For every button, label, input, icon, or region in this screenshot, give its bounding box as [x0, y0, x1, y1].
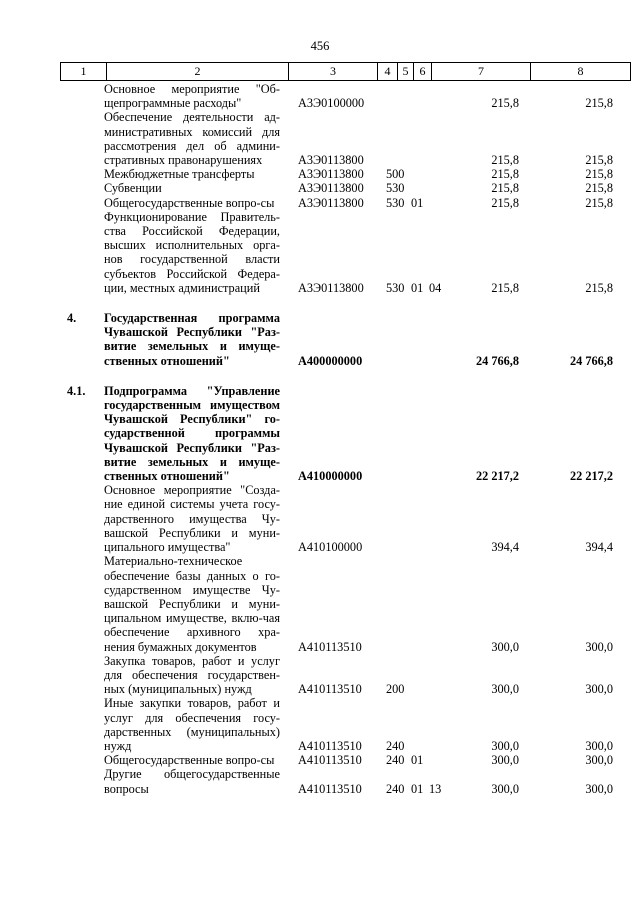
row-code: А3Э0113800 [298, 280, 364, 295]
row-rz: 01 [411, 753, 424, 768]
header-col-7: 7 [432, 63, 531, 80]
row-vr: 530 [386, 195, 405, 210]
row-code: А400000000 [298, 353, 363, 368]
row-code: А3Э0113800 [298, 153, 364, 168]
table-row [0, 196, 640, 210]
row-name: Подпрограмма "Управление государственным имуществом Чувашской Республики" го-сударственной программы Чувашской Республики "Раз-витие земельных и имуще-ственных отношений" [104, 383, 280, 484]
header-col-6: 6 [414, 63, 432, 80]
table-row [0, 483, 640, 554]
row-code: А3Э0113800 [298, 195, 364, 210]
row-name: Обеспечение деятельности ад-министративных комиссий для рассмотрения дел об админи-стративных правонарушениях [104, 110, 280, 168]
row-vr: 240 [386, 781, 405, 796]
row-sum-2: 300,0 [585, 781, 613, 796]
table-row [0, 696, 640, 753]
row-pr: 04 [429, 280, 442, 295]
row-name: Иные закупки товаров, работ и услуг для обеспечения госу-дарственных (муниципальных) нужд [104, 696, 280, 753]
row-sum-1: 300,0 [491, 738, 519, 753]
table-row [0, 110, 640, 167]
row-name: Межбюджетные трансферты [104, 167, 255, 182]
row-code: А3Э0113800 [298, 167, 364, 182]
row-sum-1: 22 217,2 [475, 469, 519, 484]
row-vr: 530 [386, 181, 405, 196]
header-col-2: 2 [107, 63, 289, 80]
row-vr: 500 [386, 167, 405, 182]
row-name: Основное мероприятие "Об-щепрограммные расходы" [104, 82, 280, 111]
table-row [0, 554, 640, 653]
header-col-8: 8 [577, 64, 584, 78]
row-vr: 240 [386, 753, 405, 768]
row-code: А410100000 [298, 540, 363, 555]
row-sum-1: 215,8 [491, 195, 519, 210]
row-sum-2: 215,8 [585, 181, 613, 196]
row-sum-1: 300,0 [491, 639, 519, 654]
row-vr: 530 [386, 280, 405, 295]
row-number: 4. [67, 311, 77, 326]
row-pr: 13 [429, 781, 442, 796]
row-rz: 01 [411, 781, 424, 796]
row-name: Функционирование Правитель-ства Российской Федерации, высших исполнительных орга-нов государственной власти субъектов Российской Федера-ции, местных администраций [104, 209, 280, 295]
row-sum-2: 394,4 [585, 540, 613, 555]
table-row [0, 181, 640, 195]
table-row [0, 167, 640, 181]
row-code: А410113510 [298, 753, 362, 768]
row-code: А3Э0100000 [298, 96, 365, 111]
row-sum-1: 394,4 [491, 540, 519, 555]
row-sum-2: 215,8 [585, 195, 613, 210]
row-name: Общегосударственные вопро-сы [104, 753, 275, 768]
row-sum-2: 300,0 [585, 682, 613, 697]
row-sum-2: 300,0 [585, 738, 613, 753]
row-sum-2: 300,0 [585, 753, 613, 768]
row-name: Субвенции [104, 181, 162, 196]
row-sum-2: 215,8 [585, 153, 613, 168]
row-rz: 01 [411, 195, 424, 210]
row-name: Государственная программа Чувашской Республики "Раз-витие земельных и имуще-ственных отношений" [104, 311, 280, 368]
table-row [0, 767, 640, 795]
table-header [60, 62, 631, 81]
table-row [0, 384, 640, 483]
header-col-5: 5 [398, 63, 414, 80]
row-sum-1: 215,8 [491, 181, 519, 196]
row-sum-1: 215,8 [491, 280, 519, 295]
row-sum-1: 300,0 [491, 753, 519, 768]
header-col-3: 3 [289, 63, 378, 80]
table-row [0, 654, 640, 697]
row-sum-1: 215,8 [491, 167, 519, 182]
row-code: А3Э0113800 [298, 181, 364, 196]
row-number: 4.1. [67, 383, 86, 398]
row-sum-1: 24 766,8 [475, 353, 519, 368]
table-row [0, 311, 640, 368]
row-sum-1: 300,0 [491, 682, 519, 697]
row-name: Общегосударственные вопро-сы [104, 195, 275, 210]
row-name: Закупка товаров, работ и услуг для обеспечения государствен-ных (муниципальных) нужд [104, 653, 280, 697]
row-name: Другие общегосударственные вопросы [104, 767, 280, 796]
row-sum-1: 215,8 [491, 153, 519, 168]
row-vr: 240 [386, 738, 405, 753]
row-name: Основное мероприятие "Созда-ние единой системы учета госу-дарственного имущества Чу-вашской Республики и муни-ципального имущества" [104, 483, 280, 555]
row-sum-2: 215,8 [585, 280, 613, 295]
header-col-4: 4 [378, 63, 398, 80]
row-code: А410113510 [298, 738, 362, 753]
row-rz: 01 [411, 280, 424, 295]
row-sum-2: 215,8 [585, 96, 613, 111]
row-sum-2: 24 766,8 [569, 353, 613, 368]
row-name: Материально-техническое обеспечение базы данных о го-сударственном имуществе Чу-вашской Республики и муни-ципальном имуществе, вклю-чая обеспечение архивного хра-нения бумажных документов [104, 554, 280, 654]
table-body [0, 82, 640, 796]
row-vr: 200 [386, 682, 405, 697]
row-code: А410113510 [298, 639, 362, 654]
row-sum-2: 215,8 [585, 167, 613, 182]
row-sum-1: 300,0 [491, 781, 519, 796]
table-row [0, 82, 640, 110]
row-sum-2: 22 217,2 [569, 469, 613, 484]
table-row [0, 753, 640, 767]
row-code: А410113510 [298, 781, 362, 796]
page-number: 456 [310, 39, 330, 53]
row-code: А410113510 [298, 682, 362, 697]
row-sum-1: 215,8 [491, 96, 519, 111]
row-code: А410000000 [298, 469, 363, 484]
table-row [0, 210, 640, 295]
row-sum-2: 300,0 [585, 639, 613, 654]
header-col-1: 1 [61, 63, 107, 80]
